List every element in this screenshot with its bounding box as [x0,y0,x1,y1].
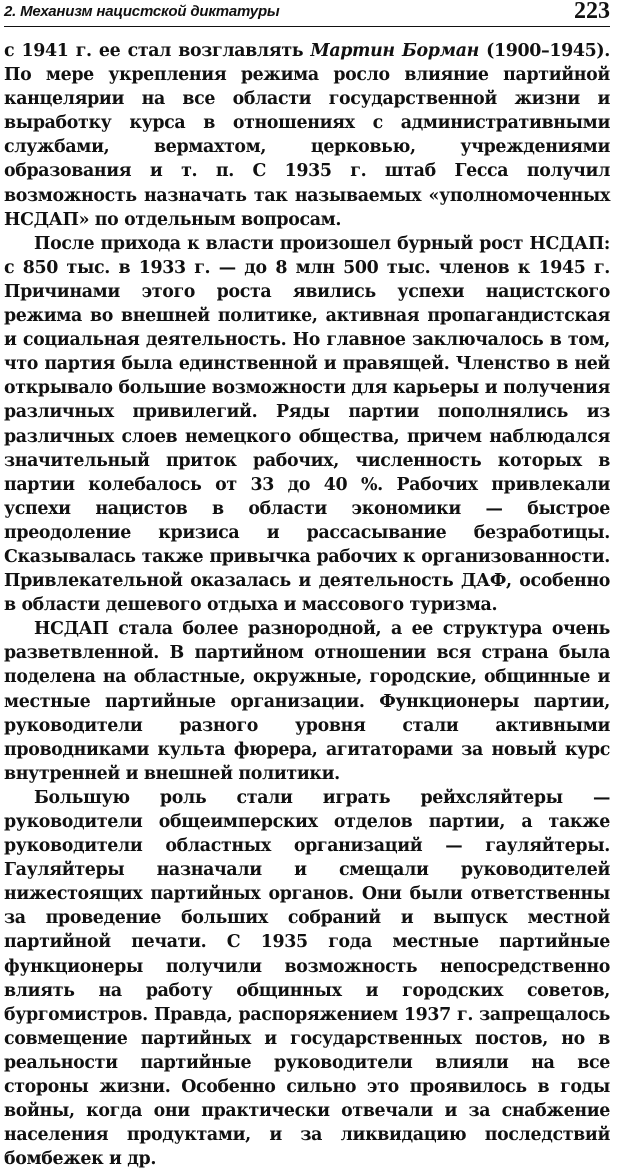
paragraph-text: (1900–1945). По мере укрепления режима росло влияние партийной канцелярии на все области государственной жизни и выработку курса в отношениях с административными службами, вермахтом, церковью, учреждениями образования и т. п. С 1935 г. штаб Гесса получил возможность назначать так называемых «уполномоченных НСДАП» по отдельным вопросам. [4,41,610,230]
body-text [4,39,610,1171]
paragraph-continued [4,39,610,232]
person-name-emphasis: Мартин Борман [310,41,479,61]
paragraph-text: с 1941 г. ее стал возглавлять [4,41,311,61]
page-header [4,0,610,27]
paragraph: После прихода к власти произошел бурный рост НСДАП: с 850 тыс. в 1933 г. — до 8 млн 500 тыс. членов к 1945 г. Причинами этого роста явились успехи нацистского режима во внешней политике, активная пропагандистская и социальная деятельность. Но главное заключалось в том, что партия была единственной и правящей. Членство в ней открывало большие возможности для карьеры и получения различных привилегий. Ряды партии пополнялись из различных слоев немецкого общества, причем наблюдался значительный приток рабочих, численность которых в партии колебалось от 33 до 40 %. Рабочих привлекали успехи нацистов в области экономики — быстрое преодоление кризиса и рассасывание безработицы. Сказывалась также привычка рабочих к организованности. Привлекательной оказалась и деятельность ДАФ, особенно в области дешевого отдыха и массового туризма. [4,233,610,616]
running-head: 2. Механизм нацистской диктатуры [4,3,280,20]
page-number: 223 [574,0,610,24]
paragraph: НСДАП стала более разнородной, а ее структура очень разветвленной. В партийном отношении вся страна была поделена на областные, окружные, городские, общинные и местные партийные организации. Функционеры партии, руководители разного уровня стали активными проводниками культа фюрера, агитаторами за новый курс внутренней и внешней политики. [4,619,610,784]
paragraph: Большую роль стали играть рейхсляйтеры — руководители общеимперских отделов партии, а также руководители областных организаций — гауляйтеры. Гауляйтеры назначали и смещали руководителей нижестоящих партийных органов. Они были ответственны за проведение больших собраний и выпуск местной партийной печати. С 1935 года местные партийные функционеры получили возможность непосредственно влиять на работу общинных и городских советов, бургомистров. Правда, распоряжением 1937 г. запрещалось совмещение партийных и государственных постов, но в реальности партийные руководители влияли на все стороны жизни. Особенно сильно это проявилось в годы войны, когда они практически отвечали и за снабжение населения продуктами, и за ликвидацию последствий бомбежек и др. [4,787,610,1170]
